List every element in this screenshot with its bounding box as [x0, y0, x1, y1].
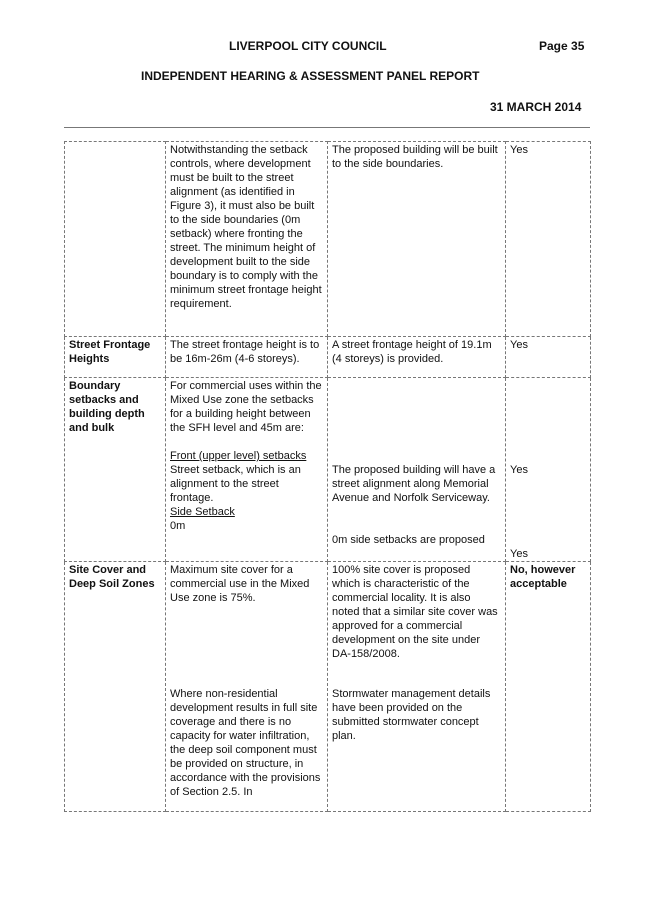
control-text: Notwithstanding the setback controls, where development must be built to the street alignment (as identified in Figure 3), it must also be built to the side boundaries (0m setback) where fronting the street. The minimum height of development built to the side boundary is to comply with the minimum street frontage height requirement.	[166, 142, 328, 337]
row-label: Street Frontage Heights	[65, 337, 166, 378]
side-setback-text: 0m	[170, 520, 186, 532]
control-intro: For commercial uses within the Mixed Use zone the setbacks for a building height between the SFH level and 45m are:	[170, 380, 322, 434]
compliance-cell	[506, 378, 591, 562]
row-label	[65, 142, 166, 337]
front-setback-heading: Front (upper level) setbacks	[170, 450, 307, 462]
row-label: Site Cover and Deep Soil Zones	[65, 562, 166, 812]
proposal-text: A street frontage height of 19.1m (4 storeys) is provided.	[328, 337, 506, 378]
side-setback-heading: Side Setback	[170, 506, 235, 518]
table-row	[65, 378, 591, 562]
header-divider	[64, 127, 590, 128]
page-number: Page 35	[539, 39, 585, 53]
proposal-cell	[328, 378, 506, 562]
side-setback-proposal: 0m side setbacks are proposed	[332, 534, 485, 546]
compliance-status: Yes	[506, 337, 591, 378]
front-setback-text: Street setback, which is an alignment to the street frontage.	[170, 464, 301, 504]
control-cell	[166, 562, 328, 812]
front-setback-proposal: The proposed building will have a street alignment along Memorial Avenue and Norfolk Serviceway.	[332, 464, 496, 504]
table-row	[65, 337, 591, 378]
side-setback-status: Yes	[510, 548, 528, 560]
report-date: 31 MARCH 2014	[490, 100, 582, 114]
proposal-text: The proposed building will be built to the side boundaries.	[328, 142, 506, 337]
control-cell	[166, 378, 328, 562]
deep-soil-control: Where non-residential development results in full site coverage and there is no capacity for water infiltration, the deep soil component must be provided on structure, in accordance with the provisions of Section 2.5. In	[170, 688, 321, 798]
compliance-status: Yes	[506, 142, 591, 337]
control-text: The street frontage height is to be 16m-26m (4-6 storeys).	[166, 337, 328, 378]
front-setback-status: Yes	[510, 464, 528, 476]
table-row	[65, 562, 591, 812]
proposal-cell	[328, 562, 506, 812]
deep-soil-proposal: Stormwater management details have been provided on the submitted stormwater concept plan.	[332, 688, 491, 742]
compliance-table	[64, 141, 591, 812]
site-cover-control: Maximum site cover for a commercial use in the Mixed Use zone is 75%.	[170, 564, 310, 604]
row-label: Boundary setbacks and building depth and bulk	[65, 378, 166, 562]
table-row	[65, 142, 591, 337]
report-title: INDEPENDENT HEARING & ASSESSMENT PANEL REPORT	[141, 69, 480, 83]
council-name: LIVERPOOL CITY COUNCIL	[229, 39, 387, 53]
compliance-status: No, however acceptable	[506, 562, 591, 812]
site-cover-proposal: 100% site cover is proposed which is characteristic of the commercial locality. It is also noted that a similar site cover was approved for a commercial development on the site under DA-158/2008.	[332, 564, 498, 660]
